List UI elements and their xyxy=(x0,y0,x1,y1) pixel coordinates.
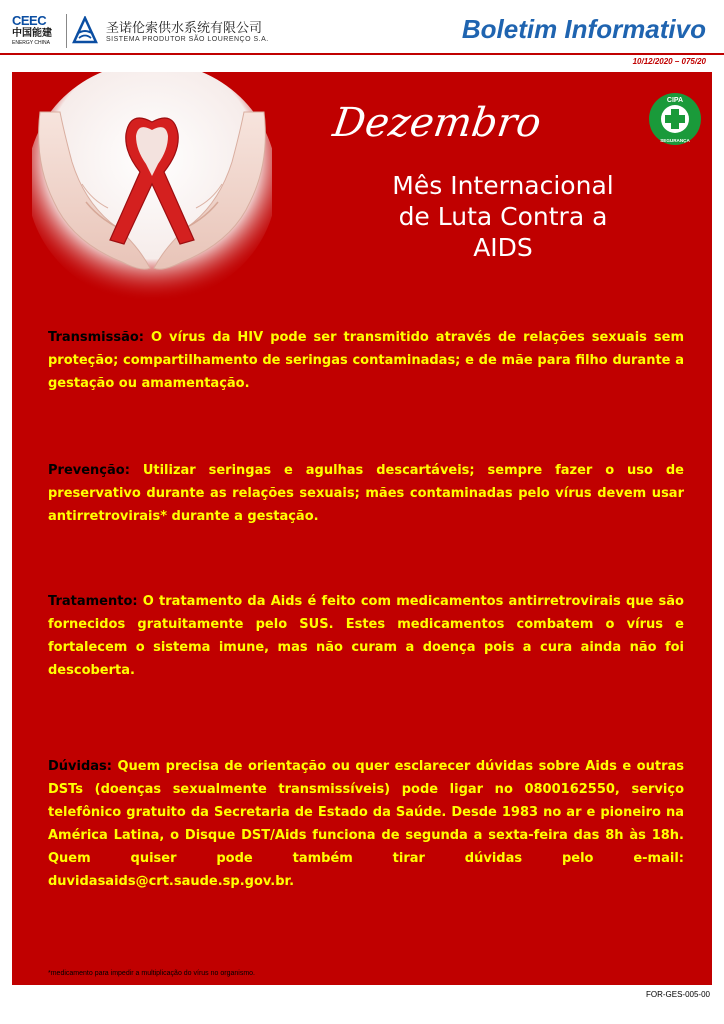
section-treatment xyxy=(48,590,684,682)
section-label: Prevenção: xyxy=(48,463,130,478)
header-rule xyxy=(0,53,724,55)
sao-lourenco-logo-icon xyxy=(72,16,98,46)
subtitle-line: de Luta Contra a xyxy=(398,202,608,231)
aids-ribbon-hands-icon xyxy=(32,72,272,312)
section-label: Dúvidas: xyxy=(48,759,112,774)
company-name-en: SISTEMA PRODUTOR SÃO LOURENÇO S.A. xyxy=(106,36,269,43)
company-name-cn: 圣诺伦索供水系统有限公司 xyxy=(106,21,263,36)
section-label: Tratamento: xyxy=(48,594,138,609)
header xyxy=(0,0,724,56)
cipa-cross-badge-icon xyxy=(648,92,702,146)
document-code: FOR-GES-005-00 xyxy=(645,990,710,999)
subtitle-line: AIDS xyxy=(473,233,533,262)
bulletin-title: Boletim Informativo xyxy=(461,14,706,44)
energy-china-cn: 中国能建 xyxy=(12,28,52,39)
energy-china-logo xyxy=(12,14,62,46)
bulletin-date: 10/12/2020 – 075/20 xyxy=(632,57,706,66)
month-title: Dezembro xyxy=(330,100,544,146)
cipa-badge-top-text: CIPA xyxy=(666,97,684,104)
content-panel xyxy=(12,72,712,985)
subtitle-line: Mês Internacional xyxy=(392,171,614,200)
footnote: *medicamento para impedir a multiplicação do vírus no organismo. xyxy=(48,970,255,977)
ceec-mark: CEEC xyxy=(12,13,47,28)
section-questions xyxy=(48,755,684,893)
section-prevention xyxy=(48,459,684,528)
section-text: Quem precisa de orientação ou quer esclarecer dúvidas sobre Aids e outras DSTs (doenças sexualmente transmissíveis) pode ligar no 0800162550, serviço telefônico gratuito da Secretaria de Estado da Saúde. Desde 1983 no ar e pioneiro na América Latina, o Disque DST/Aids funciona de segunda a sexta-feira das 8h às 18h. Quem quiser pode também tirar dúvidas pelo e-mail: duvidasaids@crt.saude.sp.gov.br. xyxy=(48,759,684,889)
section-text: O tratamento da Aids é feito com medicamentos antirretrovirais que são fornecidos gratuitamente pelo SUS. Estes medicamentos combatem o vírus e fortalecem o sistema imune, mas não curam a doença pois a cura ainda não foi descoberta. xyxy=(48,594,684,678)
section-text: O vírus da HIV pode ser transmitido através de relações sexuais sem proteção; compartilhamento de seringas contaminadas; e de mãe para filho durante a gestação ou amamentação. xyxy=(48,330,684,391)
energy-china-en: ENERGY CHINA xyxy=(12,40,50,46)
section-transmission xyxy=(48,326,684,395)
section-label: Transmissão: xyxy=(48,330,144,345)
section-text: Utilizar seringas e agulhas descartáveis; sempre fazer o uso de preservativo durante as relações sexuais; mães contaminadas pelo vírus devem usar antirretrovirais* durante a gestação. xyxy=(48,463,684,524)
logo-divider xyxy=(66,14,67,48)
campaign-subtitle xyxy=(330,170,676,263)
cipa-badge-bottom-text: SEGURANÇA xyxy=(660,138,690,143)
